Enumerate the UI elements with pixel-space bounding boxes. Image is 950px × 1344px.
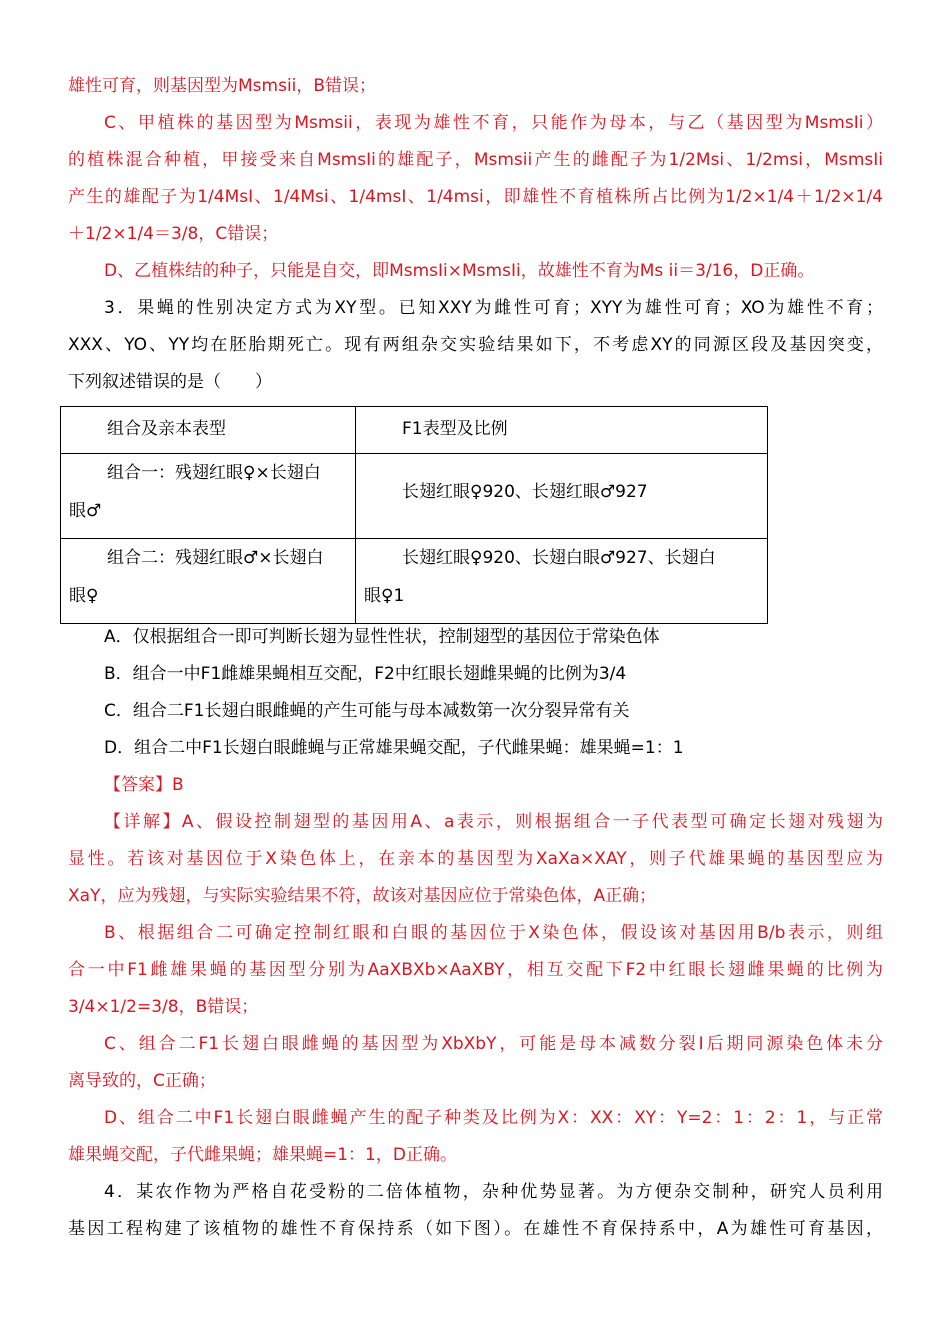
table-header-row: [61, 407, 768, 454]
table-cell-text: 长翅红眼♀920、长翅红眼♂927: [402, 482, 648, 502]
explanation-line: C、组合二F1长翅白眼雌蝇的基因型为XbXbY，可能是母本减数分裂Ⅰ后期同源染色体未分: [104, 1034, 883, 1054]
question-3-stem: XXX、YO、YY均在胚胎期死亡。现有两组杂交实验结果如下，不考虑XY的同源区段及基因突变，: [68, 335, 883, 355]
table-cell-text: 组合二：残翅红眼♂×长翅白: [107, 548, 324, 568]
question-4-stem: 基因工程构建了该植物的雄性不育保持系（如下图）。在雄性不育保持系中，A为雄性可育基因，: [68, 1219, 883, 1239]
question-3-stem: 3．果蝇的性别决定方式为XY型。已知XXY为雌性可育；XYY为雄性可育；XO为雄性不育；: [104, 298, 883, 318]
explanation-line: D、组合二中F1长翅白眼雌蝇产生的配子种类及比例为X：XX：XY：Y=2：1：2：1，与正常: [104, 1108, 883, 1128]
explanation-line: 【详解】A、假设控制翅型的基因用A、a表示，则根据组合一子代表型可确定长翅对残翅为: [104, 812, 883, 832]
cross-results-table: [60, 406, 768, 624]
explanation-line: 合一中F1雌雄果蝇的基因型分别为AaXBXb×AaXBY，相互交配下F2中红眼长翅雌果蝇的比例为: [68, 960, 883, 980]
table-cell-text: 眼♀1: [364, 586, 405, 606]
option-d: D．组合二中F1长翅白眼雌蝇与正常雄果蝇交配，子代雌果蝇：雄果蝇=1：1: [104, 738, 684, 758]
option-c: C．组合二F1长翅白眼雌蝇的产生可能与母本减数第一次分裂异常有关: [104, 701, 630, 721]
text-line: 的植株混合种植，甲接受来自MsmsIi的雄配子，Msmsii产生的雌配子为1/2Msi、1/2msi，MsmsIi: [68, 150, 883, 170]
question-4-stem: 4．某农作物为严格自花受粉的二倍体植物，杂种优势显著。为方便杂交制种，研究人员利用: [104, 1182, 883, 1202]
explanation-line: 显性。若该对基因位于X染色体上，在亲本的基因型为XaXa×XAY，则子代雄果蝇的基因型应为: [68, 849, 883, 869]
table-header-cell: 组合及亲本表型: [107, 419, 226, 439]
text-line: C、甲植株的基因型为Msmsii，表现为雄性不育，只能作为母本，与乙（基因型为MsmsIi）: [104, 113, 883, 133]
option-b: B．组合一中F1雌雄果蝇相互交配，F2中红眼长翅雌果蝇的比例为3/4: [104, 664, 627, 684]
question-3-stem: 下列叙述错误的是（ ）: [68, 372, 272, 392]
text-line: ＋1/2×1/4＝3/8，C错误；: [68, 224, 279, 244]
table-cell-text: 组合一：残翅红眼♀×长翅白: [107, 463, 321, 483]
explanation-line: 雄果蝇交配，子代雌果蝇；雄果蝇=1：1，D正确。: [68, 1145, 457, 1165]
table-row: [61, 454, 768, 539]
answer-label: 【答案】B: [104, 775, 184, 795]
table-row: [61, 539, 768, 624]
table-cell-text: 眼♀: [69, 586, 99, 606]
explanation-line: 3/4×1/2=3/8，B错误；: [68, 997, 259, 1017]
explanation-line: 离导致的，C正确；: [68, 1071, 216, 1091]
explanation-line: B、根据组合二可确定控制红眼和白眼的基因位于X染色体，假设该对基因用B/b表示，则组: [104, 923, 883, 943]
table-cell-text: 眼♂: [69, 501, 102, 521]
text-line: 产生的雄配子为1/4MsI、1/4Msi、1/4msI、1/4msi，即雄性不育植株所占比例为1/2×1/4＋1/2×1/4: [68, 187, 883, 207]
table-cell-text: 长翅红眼♀920、长翅白眼♂927、长翅白: [402, 548, 716, 568]
text-line: D、乙植株结的种子，只能是自交，即MsmsIi×MsmsIi，故雄性不育为Ms ii＝3/16，D正确。: [104, 261, 815, 281]
explanation-line: XaY，应为残翅，与实际实验结果不符，故该对基因应位于常染色体，A正确；: [68, 886, 657, 906]
option-a: A．仅根据组合一即可判断长翅为显性性状，控制翅型的基因位于常染色体: [104, 627, 660, 647]
text-line: 雄性可育，则基因型为Msmsii，B错误；: [68, 76, 377, 96]
table-header-cell: F1表型及比例: [402, 419, 508, 439]
